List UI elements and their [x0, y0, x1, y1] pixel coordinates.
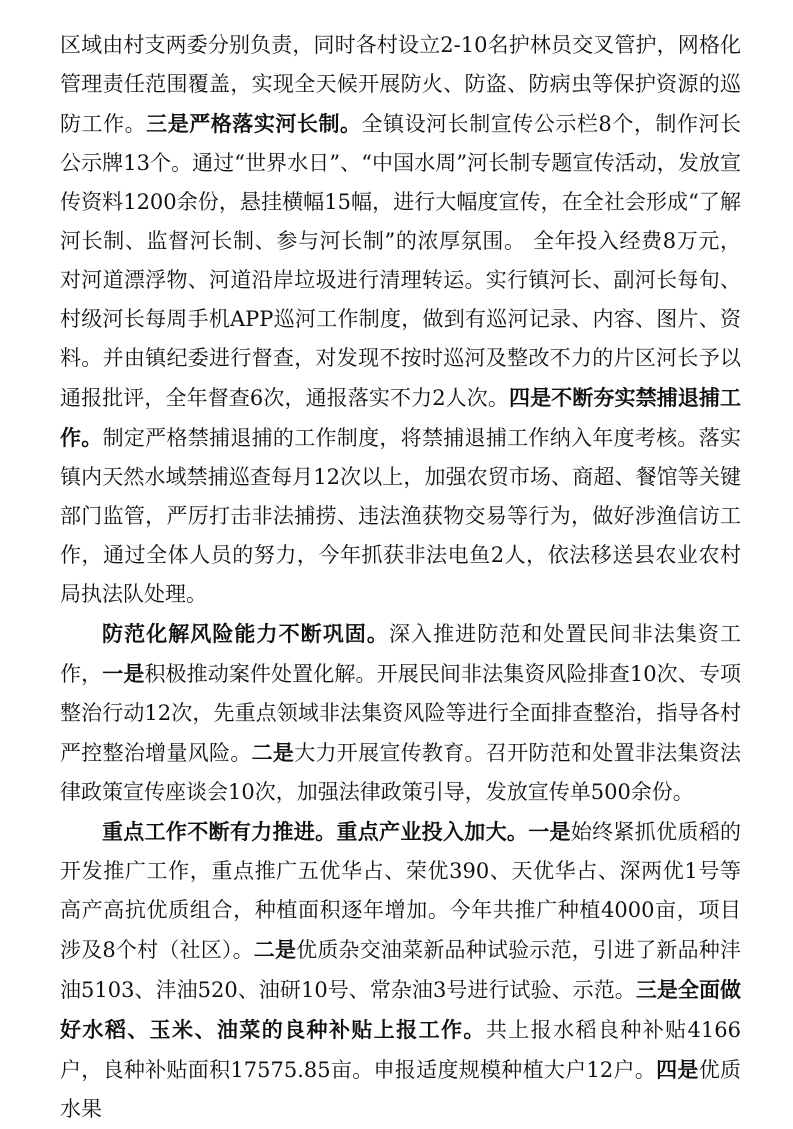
- paragraph-3: [60, 812, 741, 1129]
- text-run: 大力开展宣传教育。召开防范和处置非法集资法律政策宣传座谈会10次，加强法律政策引导，发放宣传单500余份。: [60, 741, 742, 804]
- bold-heading-seed-subsidy: 三是全面做好水稻、玉米、油菜的良种补贴上报工作。: [60, 977, 742, 1042]
- text-run: 制定严格禁捕退捕的工作制度，将禁捕退捕工作纳入年度考核。落实镇内天然水域禁捕巡查每月12次以上，加强农贸市场、商超、餐馆等关键部门监管，严厉打击非法捕捞、违法渔获物交易等行为，做好涉渔信访工作，通过全体人员的努力，今年抓获非法电鱼2人，依法移送县农业农村局执法队处理。: [60, 426, 742, 606]
- bold-heading-river-chief: 三是严格落实河长制。: [146, 111, 362, 136]
- paragraph-2: [60, 614, 741, 812]
- bold-heading-key-work: 重点工作不断有力推进。重点产业投入加大。一是: [102, 819, 571, 844]
- bold-marker: 二是: [251, 740, 295, 765]
- bold-heading-fishing-ban: 四是不断夯实禁捕退捕工作。: [60, 385, 741, 450]
- text-run: 始终紧抓优质稻的开发推广工作，重点推广五优华占、荣优390、天优华占、深两优1号等高产高抗优质组合，种植面积逐年增加。今年共推广种植4000亩，项目涉及8个村（社区）。: [60, 820, 742, 962]
- paragraph-1: [60, 26, 741, 614]
- text-run: 共上报水稻良种补贴4166户，良种补贴面积17575.85亩。申报适度规模种植大户12户。: [60, 1018, 741, 1082]
- bold-marker: 四是: [656, 1057, 699, 1082]
- bold-heading-risk: 防范化解风险能力不断巩固。: [102, 621, 389, 646]
- text-run: 区域由村支两委分别负责，同时各村设立2-10名护林员交叉管护，网格化管理责任范围覆盖，实现全天候开展防火、防盗、防病虫等保护资源的巡防工作。: [60, 33, 741, 136]
- bold-marker: 二是: [253, 937, 297, 962]
- text-run: 积极推动案件处置化解。开展民间非法集资风险排查10次、专项整治行动12次，先重点领域非法集资风险等进行全面排查整治，指导各村严控整治增量风险。: [60, 662, 742, 765]
- bold-marker: 一是: [102, 661, 145, 686]
- text-run: 深入推进防范和处置民间非法集资工作，: [60, 622, 742, 686]
- text-run: 全镇设河长制宣传公示栏8个，制作河长公示牌13个。通过“世界水日”、“中国水周”河长制专题宣传活动，发放宣传资料1200余份，悬挂横幅15幅，进行大幅度宣传，在全社会形成“了解河长制、监督河长制、参与河长制”的浓厚氛围。 全年投入经费8万元，对河道漂浮物、河道沿岸垃圾进行清理转运。实行镇河长、副河长每旬、村级河长每周手机APP巡河工作制度，做到有巡河记录、内容、图片、资料。并由镇纪委进行督查，对发现不按时巡河及整改不力的片区河长予以通报批评，全年督查6次，通报落实不力2人次。: [60, 112, 742, 410]
- text-run: 优质水果: [60, 1058, 742, 1121]
- text-run: 优质杂交油菜新品种试验示范，引进了新品种沣油5103、沣油520、油研10号、常杂油3号进行试验、示范。: [60, 938, 741, 1002]
